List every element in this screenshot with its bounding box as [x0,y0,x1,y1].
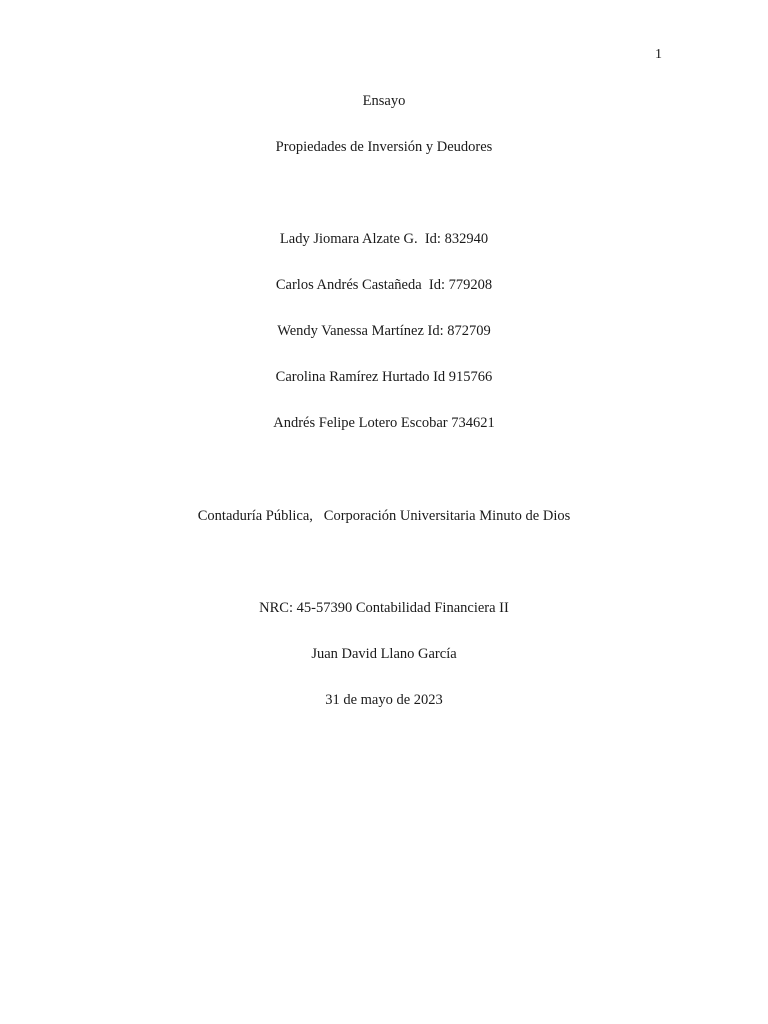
course-line: NRC: 45-57390 Contabilidad Financiera II [259,600,509,616]
author-line: Lady Jiomara Alzate G. Id: 832940 [279,231,489,247]
author-line: Carlos Andrés Castañeda Id: 779208 [275,277,493,293]
author-line: Carolina Ramírez Hurtado Id 915766 [275,369,493,385]
author-line: Wendy Vanessa Martínez Id: 872709 [277,323,491,339]
document-title: Ensayo [362,93,406,109]
professor-line: Juan David Llano García [311,646,457,662]
document-subtitle: Propiedades de Inversión y Deudores [275,139,493,155]
page-number: 1 [655,47,662,62]
date-line: 31 de mayo de 2023 [325,692,443,708]
author-line: Andrés Felipe Lotero Escobar 734621 [273,415,495,431]
institution-line: Contaduría Pública, Corporación Universitaria Minuto de Dios [197,508,571,524]
